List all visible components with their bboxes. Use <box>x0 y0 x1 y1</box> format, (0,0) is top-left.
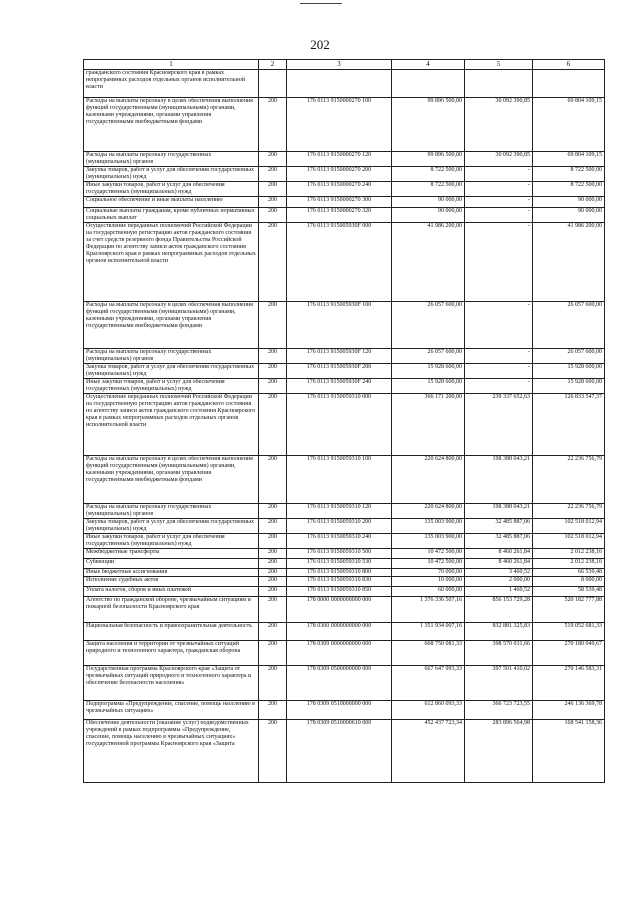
row-name-cell: Осуществление переданных полномочий Российской Федерации на государственную регистрацию актов гражданского состояния за счет средств резервного фонда Правительства Российской Федерации по агентству записи актов гражданского состояния Красноярского края в рамках непрограммных расходов отдельных органов исполнительной власти <box>84 223 259 302</box>
table-row <box>84 223 605 302</box>
row-name-cell: Агентство по гражданской обороне, чрезвычайным ситуациям и пожарной безопасности Красноярского края <box>84 597 259 623</box>
table-row <box>84 182 605 197</box>
row-kbk-cell: 176 0113 915005930F 240 <box>287 379 392 394</box>
row-remainder-cell: 126 833 547,37 <box>533 394 605 456</box>
column-header: 3 <box>287 60 392 70</box>
row-executed-cell: 3 460,52 <box>465 569 533 577</box>
row-name-cell: Социальные выплаты гражданам, кроме публичных нормативных социальных выплат <box>84 208 259 223</box>
budget-table <box>83 59 605 783</box>
row-executed-cell: 2 000,00 <box>465 577 533 587</box>
row-executed-cell: - <box>465 302 533 349</box>
row-plan-cell: 15 928 600,00 <box>392 379 465 394</box>
row-code-cell: 200 <box>259 641 287 666</box>
column-header: 1 <box>84 60 259 70</box>
row-remainder-cell: 41 986 200,00 <box>533 223 605 302</box>
row-name-cell: Межбюджетные трансферты <box>84 549 259 559</box>
table-row <box>84 379 605 394</box>
row-remainder-cell: 246 136 369,78 <box>533 701 605 720</box>
row-executed-cell: 30 092 390,85 <box>465 98 533 152</box>
row-remainder-cell: 69 804 109,15 <box>533 152 605 167</box>
row-remainder-cell <box>533 70 605 98</box>
row-remainder-cell: 2 012 238,16 <box>533 559 605 569</box>
row-code-cell: 200 <box>259 223 287 302</box>
row-code-cell: 200 <box>259 182 287 197</box>
row-name-cell: Расходы на выплаты персоналу государственных (муниципальных) органов <box>84 152 259 167</box>
table-row <box>84 534 605 549</box>
row-code-cell: 200 <box>259 666 287 701</box>
row-kbk-cell: 176 0113 915005930F 200 <box>287 364 392 379</box>
row-name-cell: Обеспечение деятельности (оказание услуг) подведомственных учреждений в рамках подпрограммы «Предупреждение, спасение, помощь населению в чрезвычайных ситуациях» государственной программы Красноярского края «Защита <box>84 720 259 783</box>
row-remainder-cell: 102 518 012,94 <box>533 519 605 534</box>
row-code-cell: 200 <box>259 167 287 182</box>
table-row <box>84 569 605 577</box>
row-name-cell: Закупка товаров, работ и услуг для обеспечения государственных (муниципальных) нужд <box>84 364 259 379</box>
row-name-cell: Расходы на выплаты персоналу в целях обеспечения выполнения функций государственными (муниципальными) органами, казенными учреждениями, органами управления государственными внебюджетными фондами <box>84 98 259 152</box>
page-number: 202 <box>310 37 330 52</box>
row-kbk-cell: 176 0113 9150059310 850 <box>287 587 392 597</box>
row-kbk-cell: 176 0113 9150000270 120 <box>287 152 392 167</box>
row-remainder-cell: 66 539,48 <box>533 569 605 577</box>
row-plan-cell: 8 722 500,00 <box>392 167 465 182</box>
row-plan-cell: 668 750 081,33 <box>392 641 465 666</box>
row-executed-cell: 30 092 390,85 <box>465 152 533 167</box>
row-code-cell: 200 <box>259 379 287 394</box>
row-remainder-cell: 8 000,00 <box>533 577 605 587</box>
column-header: 4 <box>392 60 465 70</box>
row-plan-cell: 135 003 900,00 <box>392 519 465 534</box>
table-row <box>84 197 605 208</box>
row-plan-cell: 60 000,00 <box>392 587 465 597</box>
row-remainder-cell: 102 518 012,94 <box>533 534 605 549</box>
row-name-cell: Расходы на выплаты персоналу государственных (муниципальных) органов <box>84 504 259 519</box>
row-kbk-cell: 176 0113 9150000270 300 <box>287 197 392 208</box>
row-plan-cell: 1 351 934 007,16 <box>392 623 465 641</box>
table-row <box>84 701 605 720</box>
table-row <box>84 302 605 349</box>
row-remainder-cell: 520 182 777,88 <box>533 597 605 623</box>
row-plan-cell: 220 624 800,00 <box>392 504 465 519</box>
row-code-cell: 200 <box>259 349 287 364</box>
row-name-cell: Иные закупки товаров, работ и услуг для обеспечения государственных (муниципальных) нужд <box>84 534 259 549</box>
row-plan-cell: 90 000,00 <box>392 208 465 223</box>
row-plan-cell: 26 057 600,00 <box>392 302 465 349</box>
row-executed-cell: 8 460 261,84 <box>465 559 533 569</box>
row-plan-cell: 1 376 336 507,16 <box>392 597 465 623</box>
row-code-cell: 200 <box>259 701 287 720</box>
row-kbk-cell: 176 0113 9150059310 530 <box>287 559 392 569</box>
row-executed-cell: 856 153 729,28 <box>465 597 533 623</box>
row-remainder-cell: 519 052 681,33 <box>533 623 605 641</box>
row-remainder-cell: 58 539,48 <box>533 587 605 597</box>
row-remainder-cell: 270 146 583,31 <box>533 666 605 701</box>
row-executed-cell: 397 501 410,02 <box>465 666 533 701</box>
row-name-cell: Иные бюджетные ассигнования <box>84 569 259 577</box>
row-executed-cell: 832 881 325,83 <box>465 623 533 641</box>
table-row <box>84 549 605 559</box>
row-name-cell: Расходы на выплаты персоналу в целях обеспечения выполнения функций государственными (муниципальными) органами, казенными учреждениями, органами управления государственными внебюджетными фондами <box>84 456 259 504</box>
row-code-cell: 200 <box>259 597 287 623</box>
row-remainder-cell: 26 057 600,00 <box>533 349 605 364</box>
row-executed-cell: 32 485 887,06 <box>465 534 533 549</box>
row-name-cell: Исполнение судебных актов <box>84 577 259 587</box>
row-plan-cell: 26 057 600,00 <box>392 349 465 364</box>
table-row <box>84 152 605 167</box>
table-row <box>84 70 605 98</box>
table-row <box>84 666 605 701</box>
table-row <box>84 559 605 569</box>
row-executed-cell: 1 460,52 <box>465 587 533 597</box>
table-row <box>84 519 605 534</box>
row-plan-cell: 15 928 600,00 <box>392 364 465 379</box>
row-plan-cell <box>392 70 465 98</box>
row-kbk-cell: 176 0113 9150000270 100 <box>287 98 392 152</box>
row-name-cell: гражданского состояния Красноярского края в рамках непрограммных расходов отдельных органов исполнительной власти <box>84 70 259 98</box>
table-row <box>84 456 605 504</box>
row-name-cell: Национальная безопасность и правоохранительная деятельность <box>84 623 259 641</box>
row-kbk-cell: 176 0113 9150059310 500 <box>287 549 392 559</box>
table-row <box>84 623 605 641</box>
row-executed-cell: 283 896 564,98 <box>465 720 533 783</box>
row-remainder-cell: 270 180 049,67 <box>533 641 605 666</box>
row-code-cell: 200 <box>259 519 287 534</box>
row-plan-cell: 220 624 800,00 <box>392 456 465 504</box>
row-kbk-cell: 178 0309 0510000610 000 <box>287 720 392 783</box>
row-kbk-cell: 176 0113 915005930F 000 <box>287 223 392 302</box>
row-remainder-cell: 2 012 238,16 <box>533 549 605 559</box>
row-executed-cell: 398 570 031,66 <box>465 641 533 666</box>
row-executed-cell: - <box>465 182 533 197</box>
row-kbk-cell: 178 0300 0000000000 000 <box>287 623 392 641</box>
table-row <box>84 364 605 379</box>
row-kbk-cell: 176 0113 915005930F 100 <box>287 302 392 349</box>
row-kbk-cell: 176 0113 9150059310 200 <box>287 519 392 534</box>
row-kbk-cell: 176 0113 9150059310 800 <box>287 569 392 577</box>
table-row <box>84 349 605 364</box>
row-remainder-cell: 8 722 500,00 <box>533 182 605 197</box>
row-remainder-cell: 168 541 158,36 <box>533 720 605 783</box>
row-executed-cell: 198 388 043,21 <box>465 456 533 504</box>
row-code-cell: 200 <box>259 577 287 587</box>
row-remainder-cell: 90 000,00 <box>533 208 605 223</box>
row-name-cell: Закупка товаров, работ и услуг для обеспечения государственных (муниципальных) нужд <box>84 519 259 534</box>
row-executed-cell: 8 460 261,84 <box>465 549 533 559</box>
row-remainder-cell: 90 000,00 <box>533 197 605 208</box>
row-plan-cell: 10 472 500,00 <box>392 549 465 559</box>
column-header: 2 <box>259 60 287 70</box>
row-code-cell: 200 <box>259 98 287 152</box>
row-executed-cell: 32 485 887,06 <box>465 519 533 534</box>
row-executed-cell: 366 723 723,55 <box>465 701 533 720</box>
row-plan-cell: 10 472 500,00 <box>392 559 465 569</box>
row-code-cell: 200 <box>259 569 287 577</box>
row-code-cell: 200 <box>259 559 287 569</box>
table-row <box>84 587 605 597</box>
row-remainder-cell: 15 928 600,00 <box>533 364 605 379</box>
row-plan-cell: 8 722 500,00 <box>392 182 465 197</box>
row-name-cell: Закупка товаров, работ и услуг для обеспечения государственных (муниципальных) нужд <box>84 167 259 182</box>
top-margin-line <box>300 3 342 4</box>
column-header: 6 <box>533 60 605 70</box>
row-name-cell: Защита населения и территории от чрезвычайных ситуаций природного и техногенного характера, гражданская оборона <box>84 641 259 666</box>
row-code-cell: 200 <box>259 456 287 504</box>
table-header-row <box>84 60 605 70</box>
row-code-cell: 200 <box>259 549 287 559</box>
row-executed-cell: 198 388 043,21 <box>465 504 533 519</box>
row-plan-cell: 667 647 993,33 <box>392 666 465 701</box>
row-name-cell: Социальное обеспечение и иные выплаты населению <box>84 197 259 208</box>
row-remainder-cell: 8 722 500,00 <box>533 167 605 182</box>
row-kbk-cell: 176 0113 9150059310 000 <box>287 394 392 456</box>
row-remainder-cell: 69 804 109,15 <box>533 98 605 152</box>
row-remainder-cell: 15 928 600,00 <box>533 379 605 394</box>
row-executed-cell: - <box>465 167 533 182</box>
row-executed-cell: 239 337 652,63 <box>465 394 533 456</box>
row-code-cell: 200 <box>259 208 287 223</box>
row-kbk-cell: 178 0309 0000000000 000 <box>287 641 392 666</box>
table-row <box>84 167 605 182</box>
row-kbk-cell: 176 0113 9150059310 830 <box>287 577 392 587</box>
row-code-cell: 200 <box>259 394 287 456</box>
row-kbk-cell: 176 0113 9150000270 200 <box>287 167 392 182</box>
row-code-cell: 200 <box>259 302 287 349</box>
row-plan-cell: 135 003 900,00 <box>392 534 465 549</box>
table-row <box>84 641 605 666</box>
row-executed-cell: - <box>465 223 533 302</box>
row-plan-cell: 10 000,00 <box>392 577 465 587</box>
row-code-cell: 200 <box>259 197 287 208</box>
row-name-cell: Расходы на выплаты персоналу государственных (муниципальных) органов <box>84 349 259 364</box>
row-plan-cell: 41 986 200,00 <box>392 223 465 302</box>
row-plan-cell: 366 171 200,00 <box>392 394 465 456</box>
row-executed-cell: - <box>465 349 533 364</box>
row-kbk-cell: 178 0309 0510000000 000 <box>287 701 392 720</box>
row-plan-cell: 452 437 723,34 <box>392 720 465 783</box>
row-code-cell: 200 <box>259 587 287 597</box>
row-name-cell: Иные закупки товаров, работ и услуг для обеспечения государственных (муниципальных) нужд <box>84 379 259 394</box>
row-executed-cell: - <box>465 364 533 379</box>
row-name-cell: Субвенции <box>84 559 259 569</box>
row-remainder-cell: 22 236 756,79 <box>533 504 605 519</box>
row-kbk-cell: 178 0309 0500000000 000 <box>287 666 392 701</box>
table-row <box>84 504 605 519</box>
row-code-cell: 200 <box>259 534 287 549</box>
row-kbk-cell: 178 0000 0000000000 000 <box>287 597 392 623</box>
row-remainder-cell: 26 057 600,00 <box>533 302 605 349</box>
row-code-cell: 200 <box>259 152 287 167</box>
row-name-cell: Осуществление переданных полномочий Российской Федерации на государственную регистрацию актов гражданского состояния по агентству записи актов гражданского состояния Красноярского края в рамках непрограммных расходов отдельных органов исполнительной власти <box>84 394 259 456</box>
row-name-cell: Иные закупки товаров, работ и услуг для обеспечения государственных (муниципальных) нужд <box>84 182 259 197</box>
row-executed-cell: - <box>465 208 533 223</box>
row-code-cell: 200 <box>259 720 287 783</box>
row-executed-cell: - <box>465 197 533 208</box>
row-kbk-cell: 176 0113 9150059310 240 <box>287 534 392 549</box>
row-executed-cell: - <box>465 379 533 394</box>
row-plan-cell: 90 000,00 <box>392 197 465 208</box>
row-plan-cell: 612 860 093,33 <box>392 701 465 720</box>
row-kbk-cell: 176 0113 9150059310 120 <box>287 504 392 519</box>
row-plan-cell: 70 000,00 <box>392 569 465 577</box>
table-row <box>84 394 605 456</box>
row-name-cell: Государственная программа Красноярского края «Защита от чрезвычайных ситуаций природного и техногенного характера и обеспечение безопасности населения» <box>84 666 259 701</box>
table-row <box>84 597 605 623</box>
row-code-cell: 200 <box>259 364 287 379</box>
table-row <box>84 720 605 783</box>
row-code-cell: 200 <box>259 623 287 641</box>
row-code-cell: 200 <box>259 504 287 519</box>
row-plan-cell: 99 896 500,00 <box>392 152 465 167</box>
row-code-cell <box>259 70 287 98</box>
column-header: 5 <box>465 60 533 70</box>
row-kbk-cell: 176 0113 915005930F 120 <box>287 349 392 364</box>
row-remainder-cell: 22 236 756,79 <box>533 456 605 504</box>
row-kbk-cell: 176 0113 9150059310 100 <box>287 456 392 504</box>
table-row <box>84 577 605 587</box>
row-name-cell: Уплата налогов, сборов и иных платежей <box>84 587 259 597</box>
row-executed-cell <box>465 70 533 98</box>
row-kbk-cell <box>287 70 392 98</box>
row-name-cell: Подпрограмма «Предупреждение, спасение, помощь населению в чрезвычайных ситуациях» <box>84 701 259 720</box>
row-kbk-cell: 176 0113 9150000270 240 <box>287 182 392 197</box>
table-row <box>84 98 605 152</box>
row-name-cell: Расходы на выплаты персоналу в целях обеспечения выполнения функций государственными (муниципальными) органами, казенными учреждениями, органами управления государственными внебюджетными фондами <box>84 302 259 349</box>
table-row <box>84 208 605 223</box>
row-plan-cell: 99 896 500,00 <box>392 98 465 152</box>
row-kbk-cell: 176 0113 9150000270 320 <box>287 208 392 223</box>
